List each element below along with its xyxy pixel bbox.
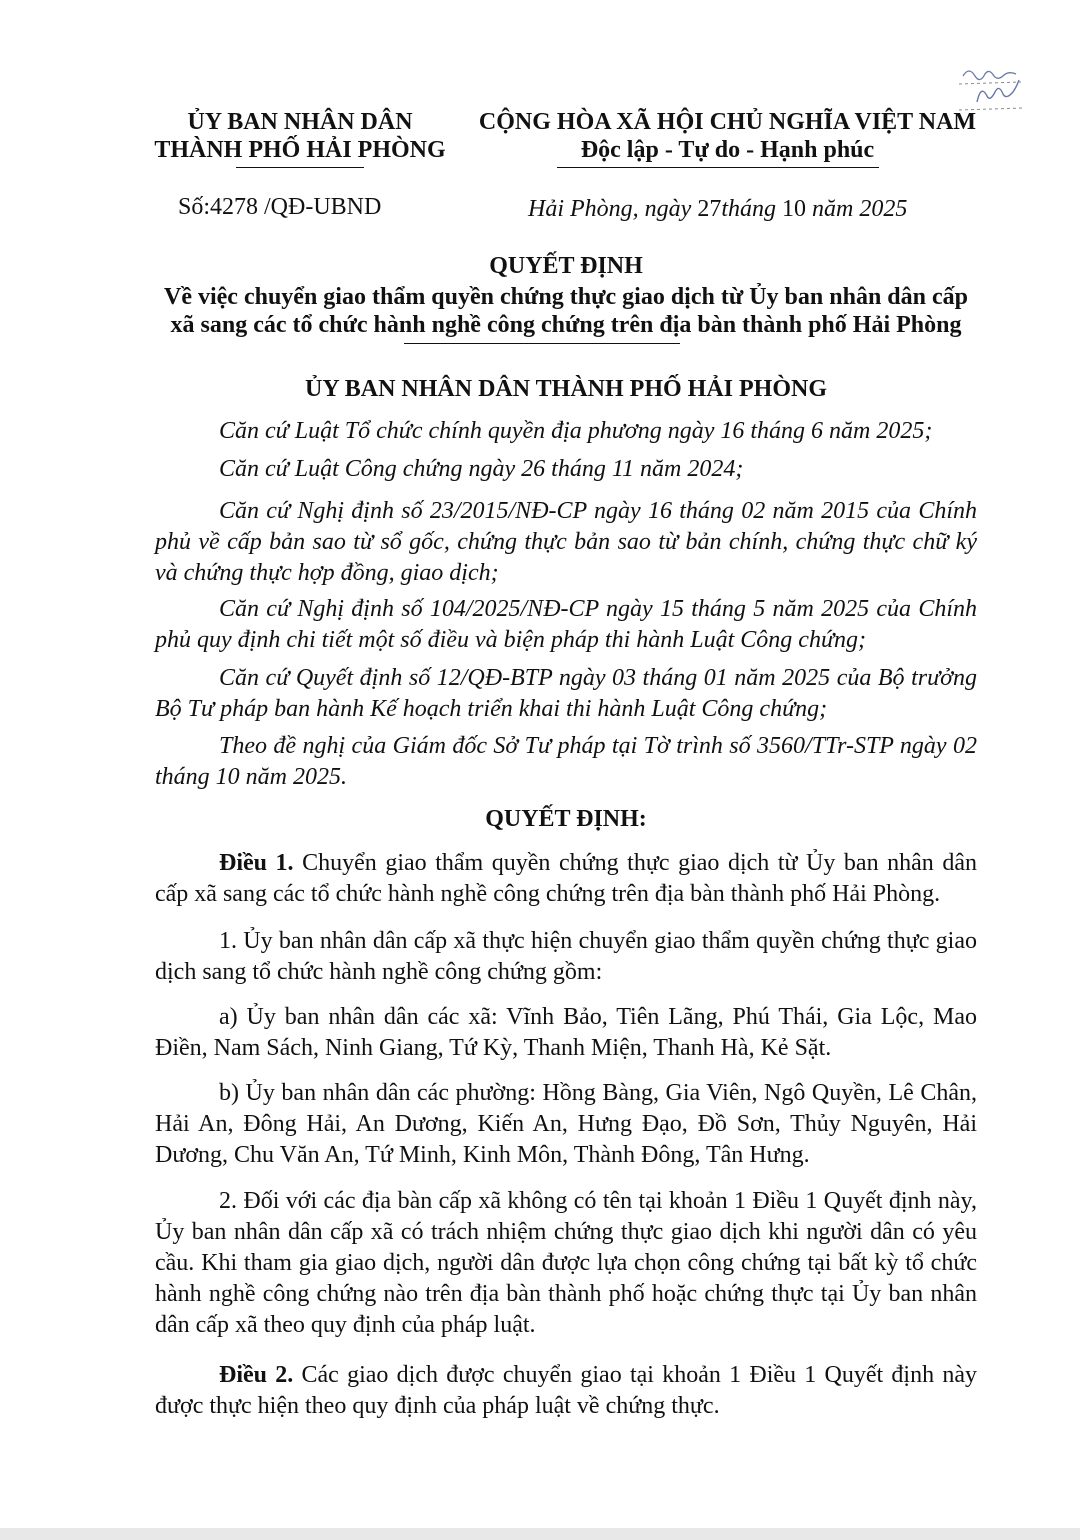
article-1 xyxy=(155,848,977,910)
article-2 xyxy=(155,1360,977,1422)
article-2-label: Điều 2. xyxy=(219,1362,294,1388)
decision-heading: QUYẾT ĐỊNH: xyxy=(485,806,647,832)
document-number: Số:4278 /QĐ-UBND xyxy=(178,194,382,220)
legal-basis-2: Căn cứ Luật Công chứng ngày 26 tháng 11 năm 2024; xyxy=(219,456,744,482)
motto-underline xyxy=(557,167,879,168)
article-1-clause-1: 1. Ủy ban nhân dân cấp xã thực hiện chuyển giao thẩm quyền chứng thực giao dịch sang tổ chức hành nghề công chứng gồm: xyxy=(155,928,977,985)
legal-basis-4: Căn cứ Nghị định số 104/2025/NĐ-CP ngày 15 tháng 5 năm 2025 của Chính phủ quy định chi tiết một số điều và biện pháp thi hành Luật Công chứng; xyxy=(155,596,977,653)
subject-line-2: xã sang các tổ chức hành nghề công chứng trên địa bàn thành phố Hải Phòng xyxy=(170,312,962,338)
document-title: QUYẾT ĐỊNH xyxy=(489,253,643,279)
subject-line-1: Về việc chuyển giao thẩm quyền chứng thực giao dịch từ Ủy ban nhân dân cấp xyxy=(164,284,968,310)
legal-basis-5: Căn cứ Quyết định số 12/QĐ-BTP ngày 03 tháng 01 năm 2025 của Bộ trưởng Bộ Tư pháp ban hành Kế hoạch triển khai thi hành Luật Công chứng; xyxy=(155,665,977,722)
issuing-authority: ỦY BAN NHÂN DÂN THÀNH PHỐ HẢI PHÒNG xyxy=(304,376,827,402)
agency-underline xyxy=(236,167,364,168)
article-2-text: Các giao dịch được chuyển giao tại khoản 1 Điều 1 Quyết định này được thực hiện theo quy định của pháp luật về chứng thực. xyxy=(155,1362,978,1419)
nation-motto: Độc lập - Tự do - Hạnh phúc xyxy=(580,137,875,163)
legal-basis-1: Căn cứ Luật Tổ chức chính quyền địa phương ngày 16 tháng 6 năm 2025; xyxy=(219,418,933,444)
agency-name-line1: ỦY BAN NHÂN DÂN xyxy=(187,109,413,135)
article-1-text: Chuyển giao thẩm quyền chứng thực giao dịch từ Ủy ban nhân dân cấp xã sang các tổ chức hành nghề công chứng trên địa bàn thành phố Hải Phòng. xyxy=(155,850,978,907)
nation-name: CỘNG HÒA XÃ HỘI CHỦ NGHĨA VIỆT NAM xyxy=(478,109,977,135)
document-date: Hải Phòng, ngày 27tháng 10 năm 2025 xyxy=(528,196,908,222)
legal-basis-3: Căn cứ Nghị định số 23/2015/NĐ-CP ngày 16 tháng 02 năm 2015 của Chính phủ về cấp bản sao từ sổ gốc, chứng thực bản sao từ bản chính, chứng thực chữ ký và chứng thực hợp đồng, giao dịch; xyxy=(155,498,977,586)
legal-basis-6: Theo đề nghị của Giám đốc Sở Tư pháp tại Tờ trình số 3560/TTr-STP ngày 02 tháng 10 năm 2025. xyxy=(155,733,977,790)
article-1-clause-2: 2. Đối với các địa bàn cấp xã không có tên tại khoản 1 Điều 1 Quyết định này, Ủy ban nhân dân cấp xã có trách nhiệm chứng thực giao dịch khi người dân có yêu cầu. Khi tham gia giao dịch, người dân được lựa chọn công chứng tại bất kỳ tổ chức hành nghề công chứng nào trên địa bàn thành phố hoặc chứng thực tại Ủy ban nhân dân cấp xã theo quy định của pháp luật. xyxy=(155,1188,977,1338)
article-1-clause-1b: b) Ủy ban nhân dân các phường: Hồng Bàng, Gia Viên, Ngô Quyền, Lê Chân, Hải An, Đông Hải, An Dương, Kiến An, Hưng Đạo, Đồ Sơn, Thủy Nguyên, Hải Dương, Chu Văn An, Tứ Minh, Kinh Môn, Thành Đông, Tân Hưng. xyxy=(155,1080,977,1168)
article-1-clause-1a: a) Ủy ban nhân dân các xã: Vĩnh Bảo, Tiên Lãng, Phú Thái, Gia Lộc, Mao Điền, Nam Sách, Ninh Giang, Tứ Kỳ, Thanh Miện, Thanh Hà, Kẻ Sặt. xyxy=(155,1004,977,1061)
article-1-label: Điều 1. xyxy=(219,850,294,876)
subject-underline xyxy=(404,343,680,344)
agency-name-line2: THÀNH PHỐ HẢI PHÒNG xyxy=(154,137,446,163)
